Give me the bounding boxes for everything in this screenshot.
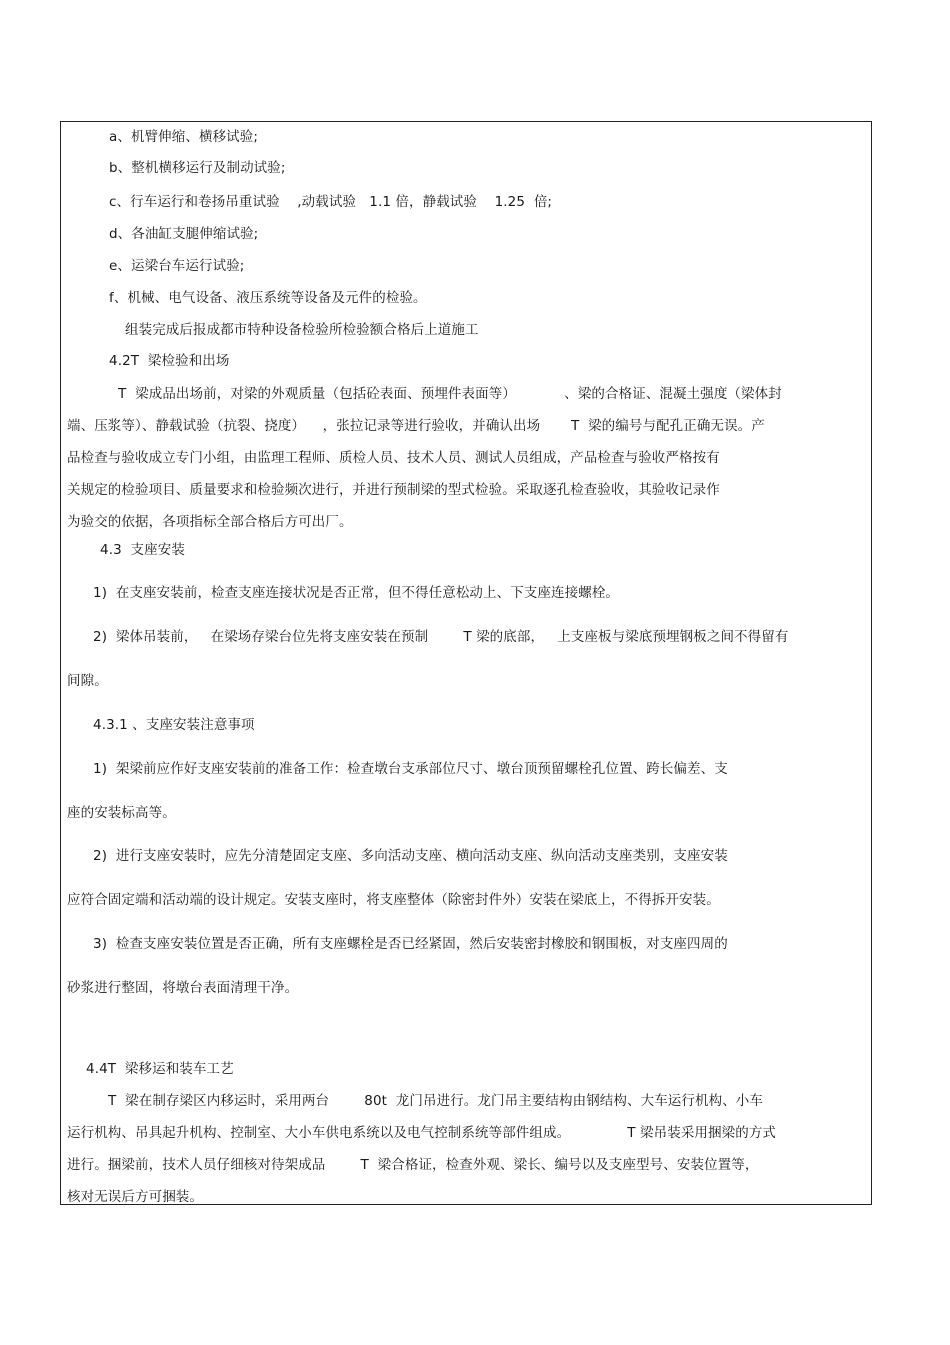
text-line: c、行车运行和卷扬吊重试验 ,动载试验 1.1 倍，静载试验 1.25 倍; — [109, 194, 553, 210]
text-line: b、整机横移运行及制动试验; — [109, 160, 286, 176]
section-heading: 4.2T 梁检验和出场 — [109, 353, 230, 369]
text-line: 组装完成后报成都市特种设备检验所检验额合格后上道施工 — [125, 322, 479, 338]
text-line: 2) 进行支座安装时，应先分清楚固定支座、多向活动支座、横向活动支座、纵向活动支座类别，支座安装 — [93, 848, 728, 864]
text-line: 品检查与验收成立专门小组，由监理工程师、质检人员、技术人员、测试人员组成，产品检查与验收严格按有 — [67, 450, 720, 466]
text-line: 1) 在支座安装前，检查支座连接状况是否正常，但不得任意松动上、下支座连接螺栓。 — [93, 585, 620, 601]
text-line: d、各油缸支腿伸缩试验; — [109, 226, 259, 242]
text-line: 核对无误后方可捆装。 — [67, 1189, 203, 1205]
text-line: a、机臂伸缩、横移试验; — [109, 129, 259, 145]
section-heading: 4.3.1 、支座安装注意事项 — [93, 717, 255, 733]
text-line: 间隙。 — [67, 673, 108, 689]
text-line: 运行机构、吊具起升机构、控制室、大小车供电系统以及电气控制系统等部件组成。 T 梁吊装采用捆梁的方式 — [67, 1125, 777, 1141]
text-line: 2) 梁体吊装前， 在梁场存梁台位先将支座安装在预制 T 梁的底部， 上支座板与梁底预埋钢板之间不得留有 — [93, 629, 789, 645]
text-line: e、运梁台车运行试验; — [109, 258, 245, 274]
section-heading: 4.4T 梁移运和装车工艺 — [86, 1061, 234, 1077]
text-line: 应符合固定端和活动端的设计规定。安装支座时，将支座整体（除密封件外）安装在梁底上，不得拆开安装。 — [67, 892, 720, 908]
text-line: 端、压浆等）、静载试验（抗裂、挠度） ，张拉记录等进行验收，并确认出场 T 梁的编号与配孔正确无误。产 — [67, 418, 765, 434]
document-frame — [60, 121, 872, 1205]
text-line: 进行。捆梁前，技术人员仔细核对待架成品 T 梁合格证，检查外观、梁长、编号以及支座型号、安装位置等， — [67, 1157, 759, 1173]
text-line: 座的安装标高等。 — [67, 805, 176, 821]
text-line: T 梁在制存梁区内移运时，采用两台 80t 龙门吊进行。龙门吊主要结构由钢结构、大车运行机构、小车 — [108, 1093, 764, 1109]
text-line: 关规定的检验项目、质量要求和检验频次进行，并进行预制梁的型式检验。采取逐孔检查验收，其验收记录作 — [67, 482, 720, 498]
text-line: T 梁成品出场前，对梁的外观质量（包括砼表面、预埋件表面等） 、梁的合格证、混凝土强度（梁体封 — [118, 386, 782, 402]
text-line: f、机械、电气设备、液压系统等设备及元件的检验。 — [109, 290, 427, 306]
text-line: 3) 检查支座安装位置是否正确，所有支座螺栓是否已经紧固，然后安装密封橡胶和钢围板，对支座四周的 — [93, 936, 728, 952]
text-line: 砂浆进行整固，将墩台表面清理干净。 — [67, 980, 299, 996]
section-heading: 4.3 支座安装 — [100, 542, 185, 558]
text-line: 为验交的依据，各项指标全部合格后方可出厂。 — [67, 514, 353, 530]
text-line: 1) 架梁前应作好支座安装前的准备工作：检查墩台支承部位尺寸、墩台顶预留螺栓孔位置、跨长偏差、支 — [93, 761, 728, 777]
